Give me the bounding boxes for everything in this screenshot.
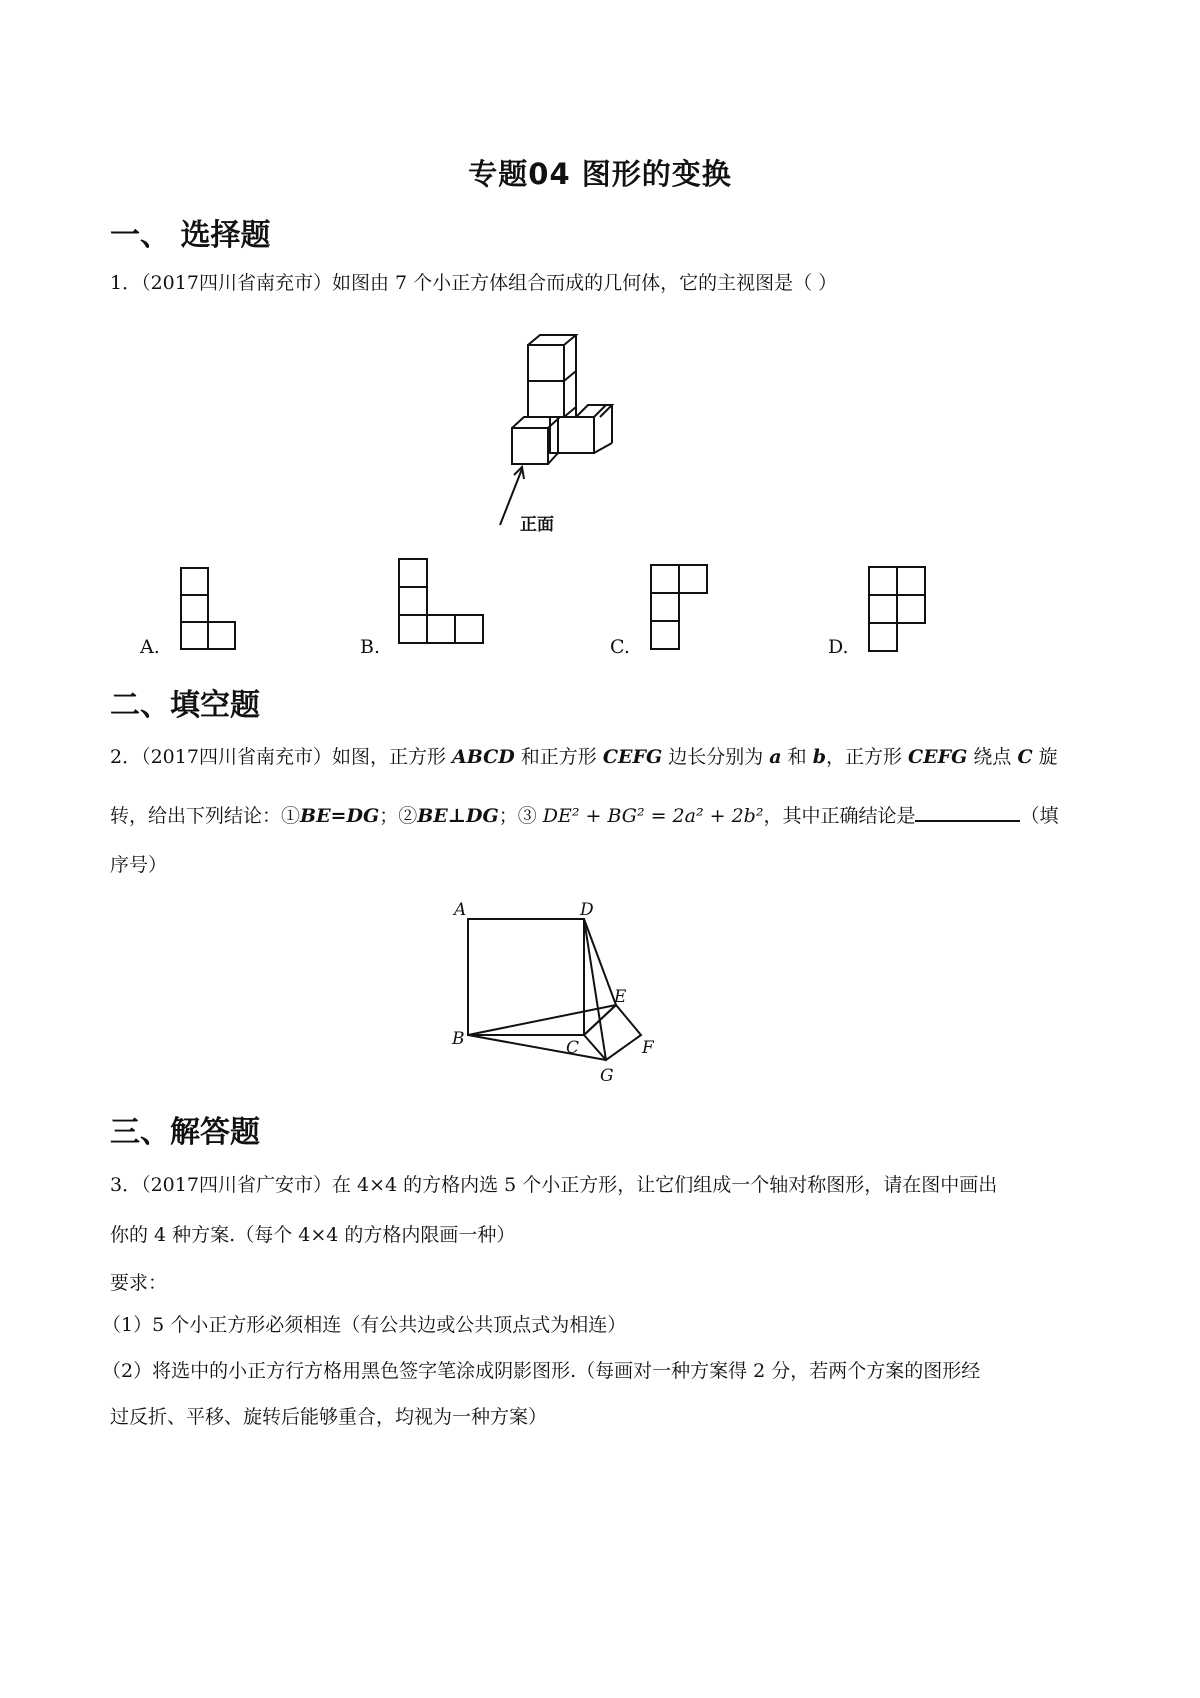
point-label-f: F: [642, 1038, 654, 1058]
question-number: 1．: [110, 272, 142, 294]
requirements-heading: 要求：: [110, 1272, 168, 1294]
question-3-line-2: 你的 4 种方案.（每个 4×4 的方格内限画一种）: [110, 1224, 516, 1246]
question-2-line-1: 2．（2017四川省南充市）如图，正方形 ABCD 和正方形 CEFG 边长分别为 a 和 b，正方形 CEFG 绕点 C 旋: [110, 746, 1058, 768]
section-heading-fill: 二、填空题: [110, 688, 260, 723]
option-a-label: A.: [140, 636, 160, 658]
point-label-a: A: [454, 900, 467, 920]
front-label: 正面: [520, 515, 554, 535]
option-c-figure: [650, 564, 710, 652]
option-d-figure: [868, 566, 928, 654]
option-d-label: D.: [828, 636, 849, 658]
square-rotation-figure: [448, 895, 668, 1090]
question-text: 如图由 7 个小正方体组合而成的几何体，它的主视图是（ ）: [331, 272, 838, 294]
option-b-figure: [398, 558, 488, 646]
point-label-d: D: [580, 900, 594, 920]
option-b-label: B.: [360, 636, 381, 658]
question-3-line-1: 3．（2017四川省广安市）在 4×4 的方格内选 5 个小正方形，让它们组成一个轴对称图形，请在图中画出: [110, 1174, 998, 1196]
point-label-c: C: [566, 1038, 580, 1058]
question-2-line-2: 转，给出下列结论：①BE=DG；②BE⊥DG；③ DE² + BG² = 2a² + 2b²，其中正确结论是 （填: [110, 802, 1059, 829]
option-c-label: C.: [610, 636, 630, 658]
question-1: [110, 270, 837, 296]
cube-figure: [500, 325, 660, 535]
answer-blank[interactable]: [915, 802, 1020, 822]
requirement-1: （1）5 个小正方形必须相连（有公共边或公共顶点式为相连）: [102, 1314, 627, 1336]
question-source: （2017四川省南充市）: [141, 272, 332, 294]
point-label-g: G: [600, 1066, 614, 1086]
formula: DE² + BG² = 2a² + 2b²: [542, 805, 764, 827]
question-2-line-3: 序号）: [110, 854, 168, 876]
requirement-2: （2）将选中的小正方行方格用黑色签字笔涂成阴影图形.（每画对一种方案得 2 分，若两个方案的图形经: [102, 1360, 981, 1382]
requirement-2-cont: 过反折、平移、旋转后能够重合，均视为一种方案）: [110, 1406, 548, 1428]
point-label-e: E: [614, 987, 627, 1007]
page-title: 专题04 图形的变换: [468, 157, 732, 191]
section-heading-answer: 三、解答题: [110, 1115, 260, 1150]
option-a-figure: [180, 567, 240, 653]
point-label-b: B: [452, 1029, 465, 1049]
section-heading-choice: 一、 选择题: [110, 218, 271, 253]
